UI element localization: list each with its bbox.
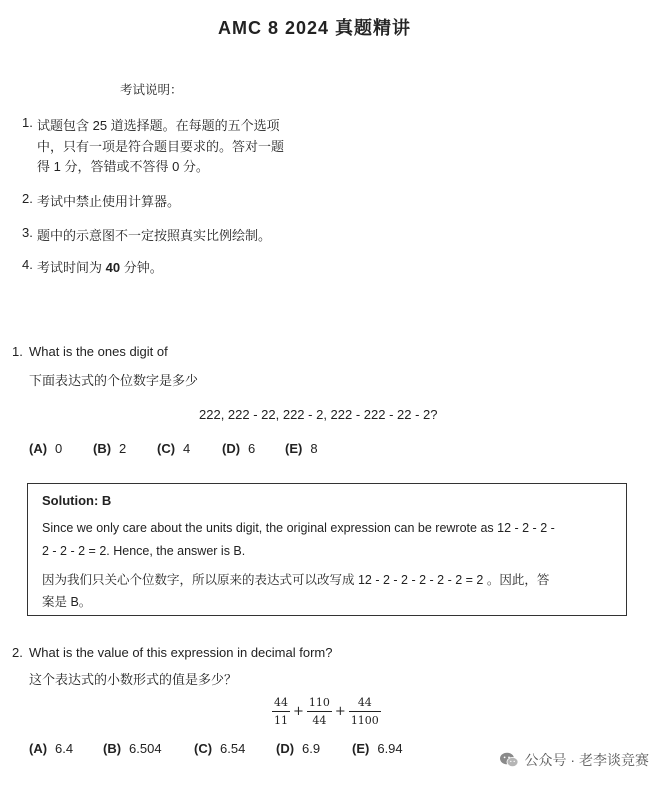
choice-b: (B) 6.504 bbox=[103, 741, 162, 756]
solution-heading: Solution: B bbox=[42, 493, 112, 508]
question-expression: 222, 222 - 22, 222 - 2, 222 - 222 - 22 - 2? bbox=[199, 407, 438, 422]
instruction-number: 1. bbox=[22, 115, 33, 130]
plus-sign: + bbox=[334, 704, 346, 719]
instruction-number: 2. bbox=[22, 191, 33, 206]
answer-choices bbox=[29, 741, 403, 756]
choice-e: (E) 6.94 bbox=[352, 741, 403, 756]
choice-a: (A) 0 bbox=[29, 441, 63, 456]
choice-c: (C) 4 bbox=[157, 441, 191, 456]
page-title: AMC 8 2024 真题精讲 bbox=[217, 18, 412, 38]
question-text-en: What is the value of this expression in decimal form? bbox=[29, 645, 333, 660]
watermark bbox=[499, 750, 649, 770]
instruction-line: 试题包含 25 道选择题。在每题的五个选项 bbox=[37, 118, 280, 133]
fraction: $\frac{44}{11}$ bbox=[274, 696, 288, 727]
instruction-line: 题中的示意图不一定按照真实比例绘制。 bbox=[37, 228, 272, 243]
choice-d: (D) 6 bbox=[222, 441, 256, 456]
watermark-text: 公众号 · 老李谈竞赛 bbox=[524, 752, 649, 768]
instruction-line: 考试中禁止使用计算器。 bbox=[37, 194, 181, 209]
choice-e: (E) 8 bbox=[285, 441, 318, 456]
instruction-line: 考试时间为 40 分钟。 bbox=[37, 260, 163, 275]
choice-b: (B) 2 bbox=[93, 441, 127, 456]
instruction-line: 得 1 分，答错或不答得 0 分。 bbox=[37, 159, 209, 174]
fraction: $\frac{44}{1100}$ bbox=[350, 696, 379, 727]
plus-sign: + bbox=[293, 704, 304, 719]
solution-text-zh: 因为我们只关心个位数字，所以原来的表达式可以改写成 12 - 2 - 2 - 2 - 2 - 2 = 2 。因此，答 bbox=[42, 573, 550, 587]
choice-c: (C) 6.54 bbox=[194, 741, 246, 756]
choice-d: (D) 6.9 bbox=[276, 741, 321, 756]
wechat-icon bbox=[499, 751, 519, 769]
question-text-zh: 这个表达式的小数形式的值是多少？ bbox=[29, 672, 238, 687]
instruction-line: 中，只有一项是符合题目要求的。答对一题 bbox=[37, 139, 285, 154]
question-number: 1. bbox=[12, 344, 23, 359]
fraction: $\frac{110}{44}$ bbox=[308, 696, 330, 727]
question-text-en: What is the ones digit of bbox=[29, 344, 168, 359]
solution-text-en: 2 - 2 - 2 = 2. Hence, the answer is B. bbox=[42, 544, 246, 558]
instruction-number: 3. bbox=[22, 225, 33, 240]
time-value: 40 bbox=[105, 260, 121, 275]
solution-text-en: Since we only care about the units digit, the original expression can be rewrote as 12 - 2 - 2 - bbox=[42, 521, 555, 535]
instruction-number: 4. bbox=[22, 257, 33, 272]
answer-choices bbox=[29, 441, 318, 456]
question-number: 2. bbox=[12, 645, 23, 660]
choice-a: (A) 6.4 bbox=[29, 741, 74, 756]
solution-box bbox=[27, 483, 627, 616]
fraction-expression bbox=[272, 696, 381, 727]
question-text-zh: 下面表达式的个位数字是多少 bbox=[29, 373, 199, 388]
instructions-heading: 考试说明： bbox=[120, 83, 183, 97]
solution-text-zh: 案是 B。 bbox=[42, 595, 92, 609]
